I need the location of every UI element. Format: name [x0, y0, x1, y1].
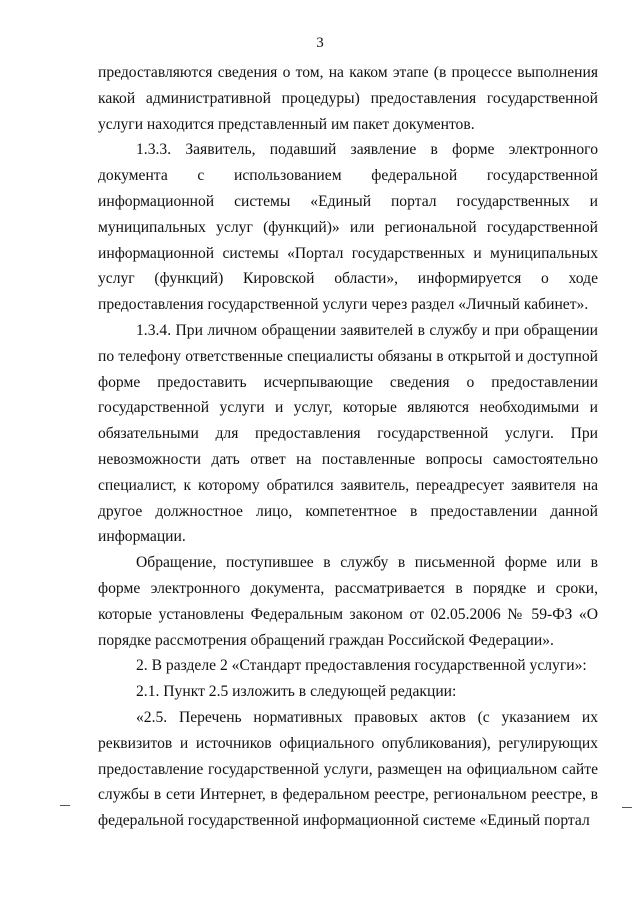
paragraph-2-1: 2.1. Пункт 2.5 изложить в следующей редакции:	[136, 683, 457, 701]
paragraph-continuation: предоставляются сведения о том, на каком этапе (в процессе выполнения какой административной процедуры) предоставления государственной услуги находится представленный им пакет документов.	[98, 64, 598, 133]
document-body	[98, 60, 598, 834]
paragraph-appeal: Обращение, поступившее в службу в письменной форме или в форме электронного документа, рассматривается в порядке и сроки, которые установлены Федеральным законом от 02.05.2006 № 59-ФЗ «О порядке рассмотрения обращений граждан Российской Федерации».	[98, 554, 598, 649]
scan-mark-left	[60, 805, 70, 806]
scan-mark-right	[622, 807, 632, 808]
page-number: 3	[316, 35, 324, 51]
paragraph-2-5: «2.5. Перечень нормативных правовых актов (с указанием их реквизитов и источников официального опубликования), регулирующих предоставление государственной услуги, размещен на официальном сайте службы в сети Интернет, в федеральном реестре, региональном реестре, в федеральной государственной информационной системе «Единый портал	[98, 708, 598, 830]
paragraph-1-3-4: 1.3.4. При личном обращении заявителей в службу и при обращении по телефону ответственные специалисты обязаны в открытой и доступной форме предоставить исчерпывающие сведения о предоставлении государственной услуги и услуг, которые являются необходимыми и обязательными для предоставления государственной услуги. При невозможности дать ответ на поставленные вопросы самостоятельно специалист, к которому обратился заявитель, переадресует заявителя на другое должностное лицо, компетентное в предоставлении данной информации.	[98, 321, 598, 546]
paragraph-section-2: 2. В разделе 2 «Стандарт предоставления государственной услуги»:	[136, 657, 587, 675]
paragraph-1-3-3: 1.3.3. Заявитель, подавший заявление в форме электронного документа с использованием федеральной государственной информационной системы «Единый портал государственных и муниципальных услуг (функций)» или региональной государственной информационной системы «Портал государственных и муниципальных услуг (функций) Кировской области», информируется о ходе предоставления государственной услуги через раздел «Личный кабинет».	[98, 141, 598, 314]
